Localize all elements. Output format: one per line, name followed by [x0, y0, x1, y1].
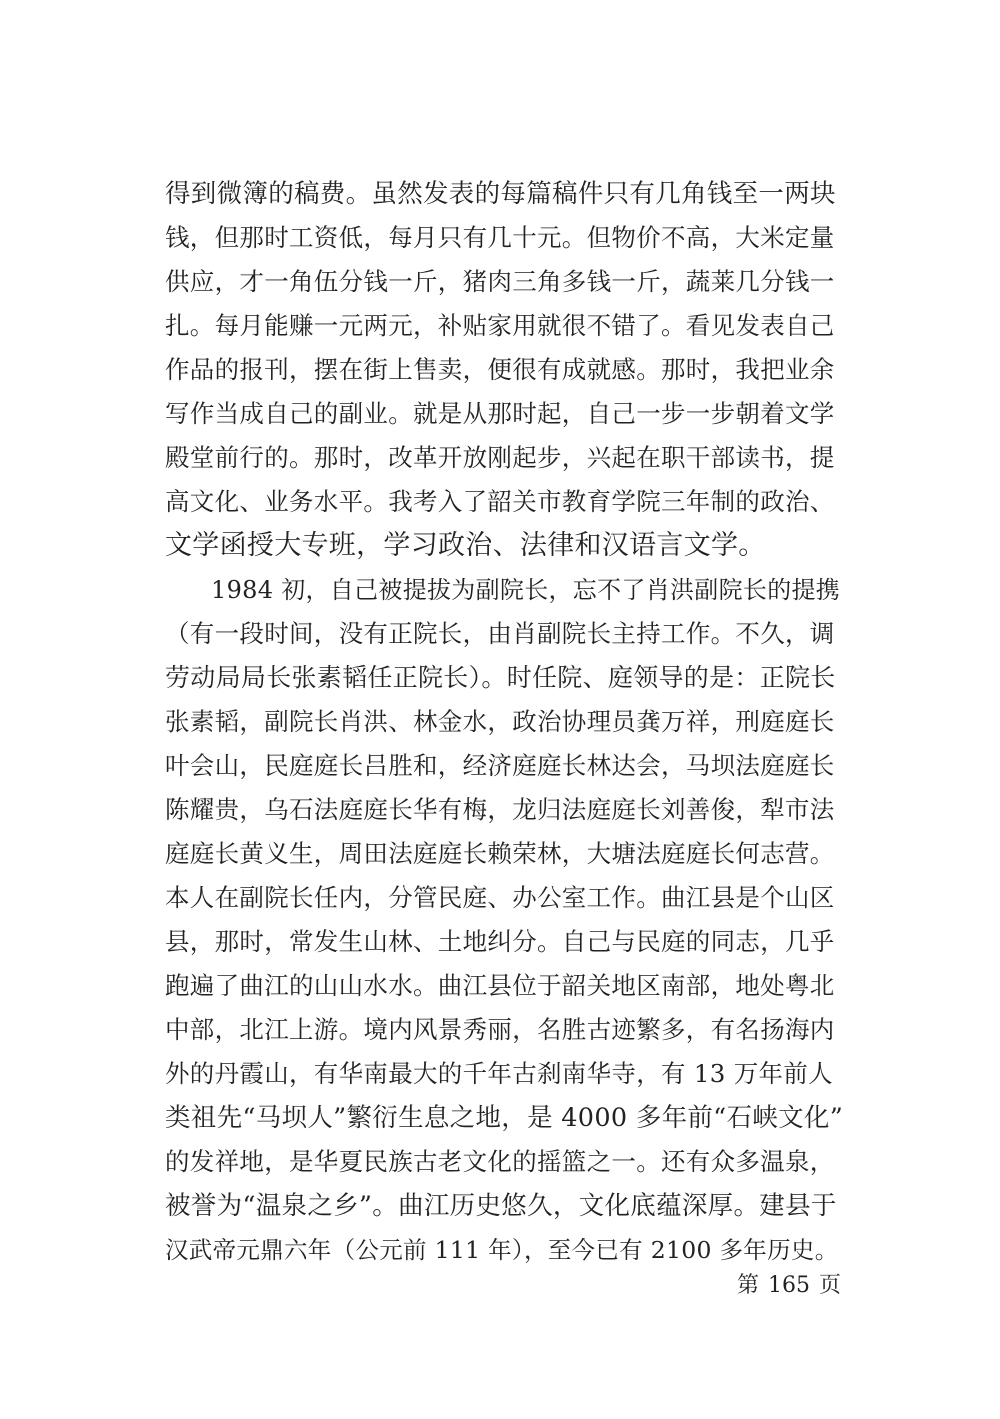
- text-line: 跑遍了曲江的山山水水。曲江县位于韶关地区南部，地处粤北: [165, 971, 835, 1000]
- page-number: 第 165 页: [737, 1273, 841, 1298]
- text-line: 文学函授大专班，学习政治、法律和汉语言文学。: [165, 530, 766, 561]
- text-line: 庭庭长黄义生，周田法庭庭长赖荣林，大塘法庭庭长何志营。: [165, 839, 835, 868]
- text-line: 得到微簿的稿费。虽然发表的每篇稿件只有几角钱至一两块: [165, 179, 836, 209]
- text-line: 被誉为“温泉之乡”。曲江历史悠久，文化底蕴深厚。建县于: [165, 1191, 837, 1221]
- text-line: 县，那时，常发生山林、土地纠分。自己与民庭的同志，几乎: [165, 927, 835, 956]
- text-line: 类祖先“马坝人”繁衍生息之地，是 4000 多年前“石峡文化”: [165, 1103, 844, 1133]
- text-line: 钱，但那时工资低，每月只有几十元。但物价不高，大米定量: [165, 223, 835, 252]
- text-line: 中部，北江上游。境内风景秀丽，名胜古迹繁多，有名扬海内: [165, 1015, 835, 1044]
- text-line: 张素韬，副院长肖洪、林金水，政治协理员龚万祥，刑庭庭长: [165, 707, 835, 736]
- text-line: 殿堂前行的。那时，改革开放刚起步，兴起在职干部读书，提: [165, 443, 835, 472]
- text-line: 叶会山，民庭庭长吕胜和，经济庭庭长林达会，马坝法庭庭长: [165, 751, 835, 780]
- text-line: （有一段时间，没有正院长，由肖副院长主持工作。不久，调: [165, 619, 835, 648]
- text-line: 写作当成自己的副业。就是从那时起，自己一步一步朝着文学: [165, 399, 835, 428]
- text-line: 外的丹霞山，有华南最大的千年古刹南华寺，有 13 万年前人: [165, 1059, 833, 1088]
- text-line: 的发祥地，是华夏民族古老文化的摇篮之一。还有众多温泉，: [165, 1147, 835, 1176]
- text-line: 供应，才一角伍分钱一斤，猪肉三角多钱一斤，蔬莱几分钱一: [165, 267, 835, 296]
- text-line: 汉武帝元鼎六年（公元前 111 年），至今已有 2100 多年历史。: [165, 1236, 839, 1264]
- text-line: 作品的报刊，摆在街上售卖，便很有成就感。那时，我把业余: [165, 355, 835, 384]
- text-line: 本人在副院长任内，分管民庭、办公室工作。曲江县是个山区: [165, 883, 835, 912]
- text-line: 扎。每月能赚一元两元，补贴家用就很不错了。看见发表自己: [165, 311, 835, 340]
- body-text: [165, 172, 845, 1272]
- paragraph-start-line: 1984 初，自己被提拔为副院长，忘不了肖洪副院长的提携: [211, 576, 841, 604]
- text-line: 劳动局局长张素韬任正院长）。时任院、庭领导的是：正院长: [165, 663, 836, 692]
- text-line: 陈耀贵，乌石法庭庭长华有梅，龙归法庭庭长刘善俊，犁市法: [165, 795, 835, 824]
- text-line: 高文化、业务水平。我考入了韶关市教育学院三年制的政治、: [165, 487, 835, 516]
